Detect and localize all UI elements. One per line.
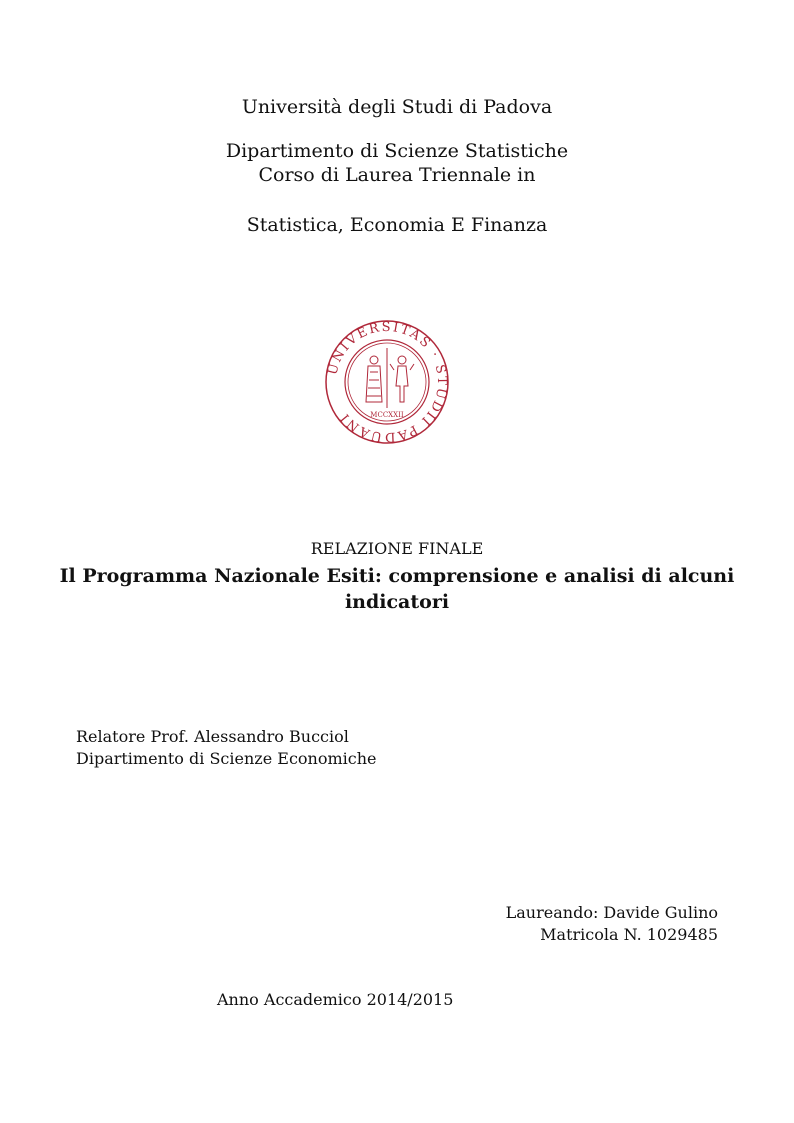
university-name: Università degli Studi di Padova: [241, 96, 553, 118]
seal-date: MCCXXII: [370, 411, 404, 419]
student-id: Matricola N. 1029485: [540, 925, 718, 944]
supervisor-line: Relatore Prof. Alessandro Bucciol: [76, 727, 349, 746]
university-seal-icon: [322, 320, 452, 445]
course-line: Corso di Laurea Triennale in: [258, 164, 536, 186]
thesis-title-line1: Il Programma Nazionale Esiti: comprensione e analisi di alcuni: [59, 565, 735, 587]
seal-ring-text: UNIVERSITAS · STUDII PADUANI: [325, 320, 450, 445]
department-name: Dipartimento di Scienze Statistiche: [225, 140, 569, 162]
student-name: Laureando: Davide Gulino: [505, 903, 718, 922]
degree-name: Statistica, Economia E Finanza: [246, 214, 548, 236]
thesis-title-line2: indicatori: [344, 591, 450, 613]
thesis-type: RELAZIONE FINALE: [310, 539, 484, 558]
supervisor-department: Dipartimento di Scienze Economiche: [76, 749, 377, 768]
academic-year: Anno Accademico 2014/2015: [217, 990, 454, 1009]
